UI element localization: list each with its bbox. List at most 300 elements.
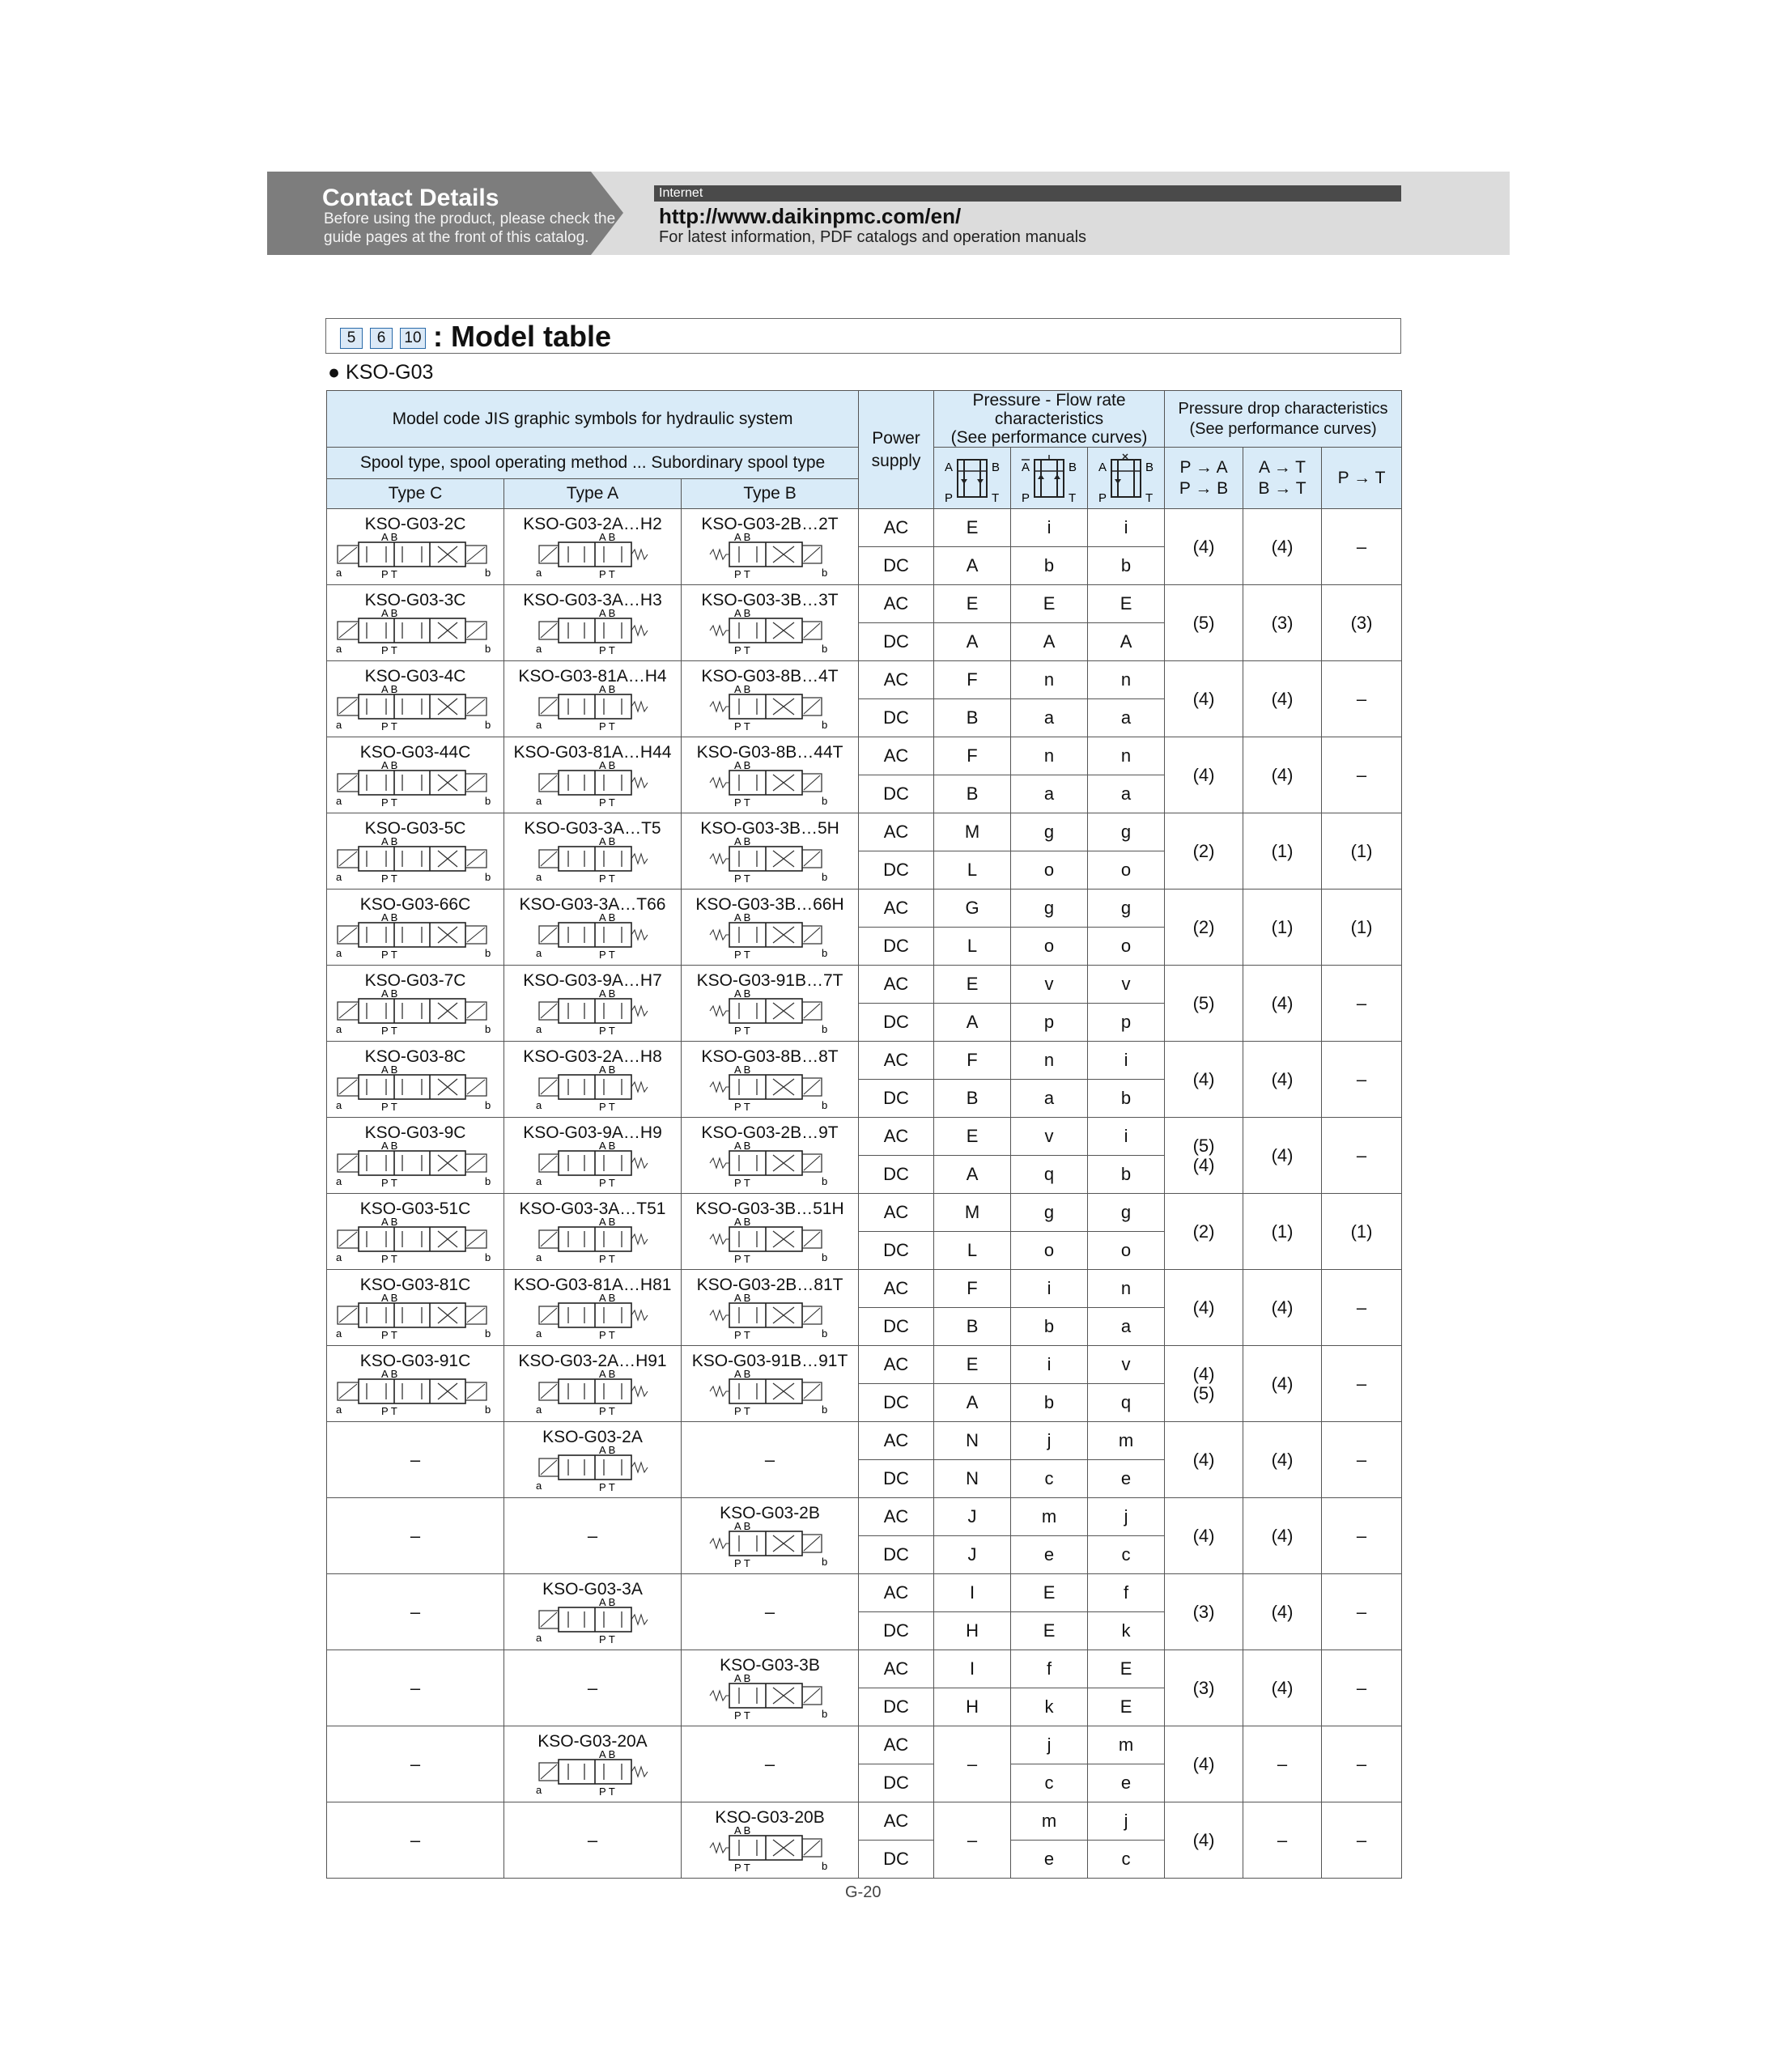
pf-value: c bbox=[1088, 1841, 1165, 1879]
svg-text:b: b bbox=[822, 566, 828, 579]
pf-value: a bbox=[1011, 699, 1088, 737]
ac-label: AC bbox=[859, 661, 934, 699]
pf-value: o bbox=[1011, 851, 1088, 890]
svg-text:a: a bbox=[336, 1250, 342, 1263]
pd-value: – bbox=[1322, 1042, 1402, 1118]
flow-symbol-p-to-t bbox=[1088, 448, 1165, 509]
pf-value: a bbox=[1088, 1308, 1165, 1346]
pd-value: (1) bbox=[1243, 813, 1322, 890]
pd-value: (5) bbox=[1165, 966, 1243, 1042]
svg-text:A B: A B bbox=[599, 684, 616, 695]
pd-value: (4) bbox=[1243, 1346, 1322, 1422]
valve-symbol-icon bbox=[334, 1141, 496, 1188]
contact-title: Contact Details bbox=[322, 185, 499, 211]
svg-text:A B: A B bbox=[381, 684, 398, 695]
pf-value: o bbox=[1011, 1232, 1088, 1270]
model-row bbox=[327, 1270, 1402, 1308]
model-code: KSO-G03-3B bbox=[720, 1655, 820, 1675]
valve-symbol-icon bbox=[512, 1369, 673, 1416]
svg-text:T: T bbox=[1069, 490, 1077, 505]
svg-text:A B: A B bbox=[734, 608, 751, 619]
pd-value: (1) bbox=[1243, 890, 1322, 966]
svg-text:P T: P T bbox=[599, 948, 615, 960]
pf-value: N bbox=[934, 1422, 1011, 1460]
flow-symbol-p-to-ab bbox=[934, 448, 1011, 509]
svg-text:P T: P T bbox=[734, 872, 750, 884]
svg-text:a: a bbox=[536, 1403, 542, 1416]
page-number: G-20 bbox=[845, 1883, 882, 1901]
ac-label: AC bbox=[859, 1042, 934, 1080]
pd-value: – bbox=[1322, 1802, 1402, 1879]
model-table bbox=[326, 390, 1402, 1879]
svg-text:P T: P T bbox=[734, 1100, 750, 1112]
svg-text:P T: P T bbox=[734, 643, 750, 656]
model-code: KSO-G03-81A…H44 bbox=[513, 742, 672, 762]
model-code: KSO-G03-2A…H2 bbox=[523, 514, 662, 533]
svg-text:P T: P T bbox=[734, 1861, 750, 1873]
valve-symbol-icon bbox=[512, 761, 673, 808]
svg-text:A B: A B bbox=[599, 912, 616, 923]
valve-symbol-icon bbox=[689, 1369, 851, 1416]
svg-text:A B: A B bbox=[599, 1749, 616, 1760]
model-cell bbox=[327, 661, 504, 737]
pf-value: E bbox=[1088, 1650, 1165, 1688]
pd-value: – bbox=[1322, 1650, 1402, 1726]
model-code: KSO-G03-2B…81T bbox=[696, 1275, 843, 1294]
pd-value: (4) bbox=[1165, 1802, 1243, 1879]
model-row bbox=[327, 585, 1402, 623]
model-code: KSO-G03-8B…8T bbox=[701, 1047, 839, 1066]
model-cell bbox=[327, 1346, 504, 1422]
svg-text:a: a bbox=[536, 1250, 542, 1263]
svg-text:a: a bbox=[336, 1174, 342, 1187]
page-badge: 6 bbox=[370, 328, 393, 349]
dc-label: DC bbox=[859, 547, 934, 585]
pf-value: q bbox=[1088, 1384, 1165, 1422]
pd-value: (4) bbox=[1165, 1042, 1243, 1118]
model-row bbox=[327, 1194, 1402, 1232]
svg-text:P T: P T bbox=[381, 948, 397, 960]
pd-value: (4) bbox=[1243, 1118, 1322, 1194]
section-title: : Model table bbox=[433, 320, 612, 353]
pf-value: E bbox=[1088, 1688, 1165, 1726]
pf-value: m bbox=[1011, 1498, 1088, 1536]
svg-text:b: b bbox=[485, 718, 491, 731]
dc-label: DC bbox=[859, 699, 934, 737]
svg-text:A B: A B bbox=[734, 1521, 751, 1532]
model-cell bbox=[682, 585, 859, 661]
svg-text:a: a bbox=[536, 1174, 542, 1187]
model-cell bbox=[327, 813, 504, 890]
svg-text:P T: P T bbox=[734, 948, 750, 960]
flow-symbol-ab-to-t bbox=[1011, 448, 1088, 509]
valve-symbol-icon bbox=[334, 1369, 496, 1416]
pf-value: j bbox=[1088, 1498, 1165, 1536]
svg-text:T: T bbox=[992, 490, 1000, 505]
model-cell bbox=[682, 890, 859, 966]
valve-symbol-icon bbox=[689, 1141, 851, 1188]
svg-text:a: a bbox=[336, 718, 342, 731]
model-code: KSO-G03-9A…H9 bbox=[523, 1123, 662, 1142]
svg-text:P T: P T bbox=[599, 1785, 615, 1797]
model-code: KSO-G03-81A…H81 bbox=[513, 1275, 672, 1294]
svg-text:b: b bbox=[822, 642, 828, 655]
model-cell bbox=[682, 661, 859, 737]
svg-text:P T: P T bbox=[599, 1176, 615, 1188]
svg-text:a: a bbox=[536, 946, 542, 959]
dc-label: DC bbox=[859, 1080, 934, 1118]
pf-value: E bbox=[1011, 1612, 1088, 1650]
model-code: KSO-G03-3B…5H bbox=[700, 818, 839, 838]
model-cell bbox=[504, 1042, 682, 1118]
svg-text:A B: A B bbox=[599, 532, 616, 543]
pd-value: (1) bbox=[1322, 890, 1402, 966]
svg-text:P T: P T bbox=[381, 567, 397, 580]
svg-text:b: b bbox=[485, 794, 491, 807]
dc-label: DC bbox=[859, 1612, 934, 1650]
valve-symbol-icon bbox=[512, 837, 673, 884]
svg-text:A B: A B bbox=[381, 1216, 398, 1228]
svg-text:a: a bbox=[336, 1022, 342, 1035]
valve-symbol-icon bbox=[512, 1141, 673, 1188]
svg-text:P T: P T bbox=[599, 643, 615, 656]
model-code: KSO-G03-8C bbox=[364, 1047, 466, 1066]
pf-value: o bbox=[1088, 1232, 1165, 1270]
page-badge: 10 bbox=[400, 328, 426, 349]
svg-text:B: B bbox=[1069, 460, 1077, 474]
valve-symbol-icon bbox=[512, 1598, 673, 1645]
dc-label: DC bbox=[859, 623, 934, 661]
model-code: KSO-G03-2C bbox=[364, 514, 466, 533]
model-code: KSO-G03-5C bbox=[364, 818, 466, 838]
pf-value: b bbox=[1011, 1308, 1088, 1346]
type-b-header: Type B bbox=[682, 479, 859, 509]
internet-bar bbox=[654, 185, 1401, 202]
valve-symbol-icon bbox=[512, 609, 673, 656]
dc-label: DC bbox=[859, 1536, 934, 1574]
svg-text:P T: P T bbox=[381, 1176, 397, 1188]
model-cell bbox=[682, 813, 859, 890]
empty-model-cell: – bbox=[327, 1574, 504, 1650]
valve-symbol-icon bbox=[689, 1674, 851, 1721]
valve-symbol-icon bbox=[689, 1522, 851, 1569]
empty-model-cell: – bbox=[327, 1650, 504, 1726]
svg-text:B: B bbox=[992, 460, 1001, 474]
pd-value: – bbox=[1243, 1802, 1322, 1879]
svg-text:P T: P T bbox=[381, 872, 397, 884]
pd-value: (4) bbox=[1243, 1422, 1322, 1498]
pf-value: B bbox=[934, 1308, 1011, 1346]
dc-label: DC bbox=[859, 1460, 934, 1498]
svg-text:b: b bbox=[822, 1707, 828, 1720]
svg-text:a: a bbox=[336, 566, 342, 579]
svg-text:P T: P T bbox=[599, 1252, 615, 1264]
pd-value: – bbox=[1322, 737, 1402, 813]
svg-text:P T: P T bbox=[599, 872, 615, 884]
pd-value: (3) bbox=[1322, 585, 1402, 661]
svg-text:b: b bbox=[822, 1859, 828, 1872]
model-code: KSO-G03-20B bbox=[715, 1807, 825, 1827]
pf-value: J bbox=[934, 1536, 1011, 1574]
pf-value: f bbox=[1011, 1650, 1088, 1688]
pf-value: c bbox=[1011, 1764, 1088, 1802]
svg-text:A B: A B bbox=[599, 1140, 616, 1152]
type-c-header: Type C bbox=[327, 479, 504, 509]
valve-symbol-icon bbox=[334, 761, 496, 808]
model-cell bbox=[682, 966, 859, 1042]
pf-value: n bbox=[1011, 1042, 1088, 1080]
model-code: KSO-G03-2B…9T bbox=[701, 1123, 839, 1142]
svg-text:b: b bbox=[822, 1555, 828, 1568]
pf-value: b bbox=[1088, 1080, 1165, 1118]
pd-value: (4) bbox=[1243, 509, 1322, 585]
ac-label: AC bbox=[859, 1194, 934, 1232]
svg-text:A B: A B bbox=[381, 1140, 398, 1152]
model-cell bbox=[327, 1270, 504, 1346]
pf-value: f bbox=[1088, 1574, 1165, 1612]
valve-symbol-icon bbox=[512, 913, 673, 960]
pd-value: – bbox=[1322, 1270, 1402, 1346]
pf-value: b bbox=[1088, 547, 1165, 585]
svg-text:a: a bbox=[336, 1327, 342, 1340]
svg-text:P T: P T bbox=[734, 1556, 750, 1569]
model-code: KSO-G03-3A…H3 bbox=[523, 590, 662, 609]
website-link[interactable]: http://www.daikinpmc.com/en/ bbox=[659, 204, 962, 228]
pf-value: n bbox=[1011, 661, 1088, 699]
dc-label: DC bbox=[859, 928, 934, 966]
pf-value: v bbox=[1011, 1118, 1088, 1156]
website-description: For latest information, PDF catalogs and operation manuals bbox=[659, 228, 1087, 246]
model-code: KSO-G03-2A bbox=[542, 1427, 643, 1446]
model-cell bbox=[682, 1270, 859, 1346]
svg-text:b: b bbox=[485, 566, 491, 579]
empty-model-cell: – bbox=[682, 1422, 859, 1498]
pd-value: – bbox=[1322, 966, 1402, 1042]
model-row bbox=[327, 737, 1402, 775]
valve-symbol-icon bbox=[512, 989, 673, 1036]
model-cell bbox=[682, 1346, 859, 1422]
dc-label: DC bbox=[859, 1004, 934, 1042]
pf-value: – bbox=[934, 1802, 1011, 1879]
svg-text:b: b bbox=[485, 1098, 491, 1111]
pd-value: (4) bbox=[1243, 1574, 1322, 1650]
svg-text:A B: A B bbox=[381, 532, 398, 543]
model-code: KSO-G03-9C bbox=[364, 1123, 466, 1142]
ac-label: AC bbox=[859, 1802, 934, 1841]
pd-characteristics-header: Pressure drop characteristics (See performance curves) bbox=[1165, 391, 1402, 448]
svg-text:P T: P T bbox=[599, 1480, 615, 1492]
pf-value: n bbox=[1011, 737, 1088, 775]
model-code: KSO-G03-4C bbox=[364, 666, 466, 686]
pf-value: M bbox=[934, 813, 1011, 851]
svg-text:A B: A B bbox=[599, 1445, 616, 1456]
model-code: KSO-G03-20A bbox=[537, 1731, 648, 1751]
model-cell bbox=[327, 966, 504, 1042]
pf-value: g bbox=[1088, 890, 1165, 928]
model-cell bbox=[327, 1118, 504, 1194]
pf-value: q bbox=[1011, 1156, 1088, 1194]
pd-pa-pb-header: P → A P → B bbox=[1165, 448, 1243, 509]
pd-value: (4) bbox=[1243, 966, 1322, 1042]
pf-value: F bbox=[934, 737, 1011, 775]
pf-value: g bbox=[1088, 1194, 1165, 1232]
valve-symbol-icon bbox=[512, 685, 673, 732]
ac-label: AC bbox=[859, 1574, 934, 1612]
svg-text:A: A bbox=[1098, 460, 1107, 474]
dc-label: DC bbox=[859, 1308, 934, 1346]
pf-value: A bbox=[934, 623, 1011, 661]
dc-label: DC bbox=[859, 1841, 934, 1879]
pf-value: o bbox=[1088, 928, 1165, 966]
pf-value: p bbox=[1011, 1004, 1088, 1042]
valve-symbol-icon bbox=[689, 1293, 851, 1340]
model-code: KSO-G03-2B…2T bbox=[701, 514, 839, 533]
model-row bbox=[327, 1042, 1402, 1080]
pf-value: N bbox=[934, 1460, 1011, 1498]
valve-symbol-icon bbox=[334, 837, 496, 884]
model-row bbox=[327, 1498, 1402, 1536]
model-row bbox=[327, 1118, 1402, 1156]
svg-text:a: a bbox=[536, 1783, 542, 1796]
pf-value: g bbox=[1011, 813, 1088, 851]
svg-text:b: b bbox=[822, 1022, 828, 1035]
pd-value: (4) bbox=[1243, 1650, 1322, 1726]
empty-model-cell: – bbox=[682, 1574, 859, 1650]
valve-symbol-icon bbox=[334, 609, 496, 656]
pf-value: v bbox=[1088, 966, 1165, 1004]
pd-value: (4) bbox=[1243, 661, 1322, 737]
svg-text:b: b bbox=[485, 1403, 491, 1416]
svg-text:P T: P T bbox=[734, 567, 750, 580]
model-row bbox=[327, 509, 1402, 547]
model-code: KSO-G03-8B…44T bbox=[696, 742, 843, 762]
ac-label: AC bbox=[859, 1726, 934, 1764]
svg-text:A B: A B bbox=[381, 1293, 398, 1304]
model-code: KSO-G03-66C bbox=[359, 894, 471, 914]
model-series-label: ● KSO-G03 bbox=[328, 361, 434, 384]
model-cell bbox=[682, 1194, 859, 1270]
ac-label: AC bbox=[859, 509, 934, 547]
ac-label: AC bbox=[859, 1118, 934, 1156]
svg-text:P T: P T bbox=[381, 720, 397, 732]
pf-value: B bbox=[934, 699, 1011, 737]
valve-symbol-icon bbox=[512, 1065, 673, 1112]
pd-value: (4) (5) bbox=[1165, 1346, 1243, 1422]
pd-at-bt-header: A → T B → T bbox=[1243, 448, 1322, 509]
pf-value: E bbox=[934, 585, 1011, 623]
ac-label: AC bbox=[859, 1498, 934, 1536]
model-cell bbox=[682, 1650, 859, 1726]
model-cell bbox=[504, 966, 682, 1042]
svg-text:P T: P T bbox=[599, 1404, 615, 1416]
pd-value: (2) bbox=[1165, 1194, 1243, 1270]
svg-text:a: a bbox=[536, 642, 542, 655]
model-code: KSO-G03-7C bbox=[364, 970, 466, 990]
model-code: KSO-G03-9A…H7 bbox=[523, 970, 662, 990]
valve-symbol-icon bbox=[334, 533, 496, 580]
svg-text:P T: P T bbox=[599, 1024, 615, 1036]
pf-value: n bbox=[1088, 737, 1165, 775]
pf-value: a bbox=[1011, 775, 1088, 813]
page-badge: 5 bbox=[340, 328, 363, 349]
svg-text:A B: A B bbox=[734, 1293, 751, 1304]
svg-text:a: a bbox=[536, 1098, 542, 1111]
model-code: KSO-G03-3C bbox=[364, 590, 466, 609]
svg-text:A B: A B bbox=[381, 1369, 398, 1380]
model-cell bbox=[327, 585, 504, 661]
svg-text:A B: A B bbox=[599, 760, 616, 771]
svg-text:P T: P T bbox=[734, 796, 750, 808]
pd-value: (4) bbox=[1165, 509, 1243, 585]
svg-text:P T: P T bbox=[599, 1328, 615, 1340]
dc-label: DC bbox=[859, 1384, 934, 1422]
svg-text:P T: P T bbox=[381, 796, 397, 808]
empty-model-cell: – bbox=[327, 1802, 504, 1879]
pd-value: (4) bbox=[1165, 1498, 1243, 1574]
model-row bbox=[327, 1650, 1402, 1688]
pf-value: j bbox=[1011, 1422, 1088, 1460]
pf-value: B bbox=[934, 775, 1011, 813]
pf-value: b bbox=[1011, 1384, 1088, 1422]
model-cell bbox=[682, 1498, 859, 1574]
svg-text:P T: P T bbox=[734, 1328, 750, 1340]
model-row bbox=[327, 1802, 1402, 1841]
pf-value: H bbox=[934, 1688, 1011, 1726]
ac-label: AC bbox=[859, 1650, 934, 1688]
model-cell bbox=[327, 890, 504, 966]
model-cell bbox=[682, 1118, 859, 1194]
pd-value: (3) bbox=[1165, 1574, 1243, 1650]
pf-characteristics-header: Pressure - Flow rate characteristics (See performance curves) bbox=[934, 391, 1165, 448]
pf-value: F bbox=[934, 661, 1011, 699]
model-code: KSO-G03-81C bbox=[359, 1275, 471, 1294]
model-code: KSO-G03-3A bbox=[542, 1579, 643, 1599]
dc-label: DC bbox=[859, 1156, 934, 1194]
model-code: KSO-G03-3A…T51 bbox=[519, 1199, 666, 1218]
svg-text:A B: A B bbox=[734, 1673, 751, 1684]
pd-value: (1) bbox=[1322, 813, 1402, 890]
svg-text:b: b bbox=[485, 642, 491, 655]
empty-model-cell: – bbox=[327, 1422, 504, 1498]
ac-label: AC bbox=[859, 890, 934, 928]
svg-text:a: a bbox=[336, 946, 342, 959]
svg-text:b: b bbox=[822, 1098, 828, 1111]
pf-value: B bbox=[934, 1080, 1011, 1118]
svg-text:P T: P T bbox=[734, 1024, 750, 1036]
model-code: KSO-G03-2A…H8 bbox=[523, 1047, 662, 1066]
valve-symbol-icon bbox=[512, 1446, 673, 1492]
svg-text:P T: P T bbox=[734, 1404, 750, 1416]
svg-text:A B: A B bbox=[734, 836, 751, 847]
model-cell bbox=[504, 661, 682, 737]
pf-value: E bbox=[934, 1118, 1011, 1156]
model-code: KSO-G03-91B…91T bbox=[691, 1351, 848, 1370]
svg-text:P T: P T bbox=[381, 1404, 397, 1416]
pd-value: – bbox=[1322, 1422, 1402, 1498]
pd-value: (3) bbox=[1243, 585, 1322, 661]
svg-text:b: b bbox=[485, 1022, 491, 1035]
svg-text:P T: P T bbox=[599, 1633, 615, 1645]
svg-text:P T: P T bbox=[381, 1100, 397, 1112]
svg-text:A B: A B bbox=[381, 912, 398, 923]
ac-label: AC bbox=[859, 585, 934, 623]
svg-text:b: b bbox=[822, 718, 828, 731]
pf-value: o bbox=[1088, 851, 1165, 890]
ac-label: AC bbox=[859, 1270, 934, 1308]
pf-value: A bbox=[934, 1384, 1011, 1422]
valve-symbol-icon bbox=[512, 1217, 673, 1264]
pf-value: H bbox=[934, 1612, 1011, 1650]
